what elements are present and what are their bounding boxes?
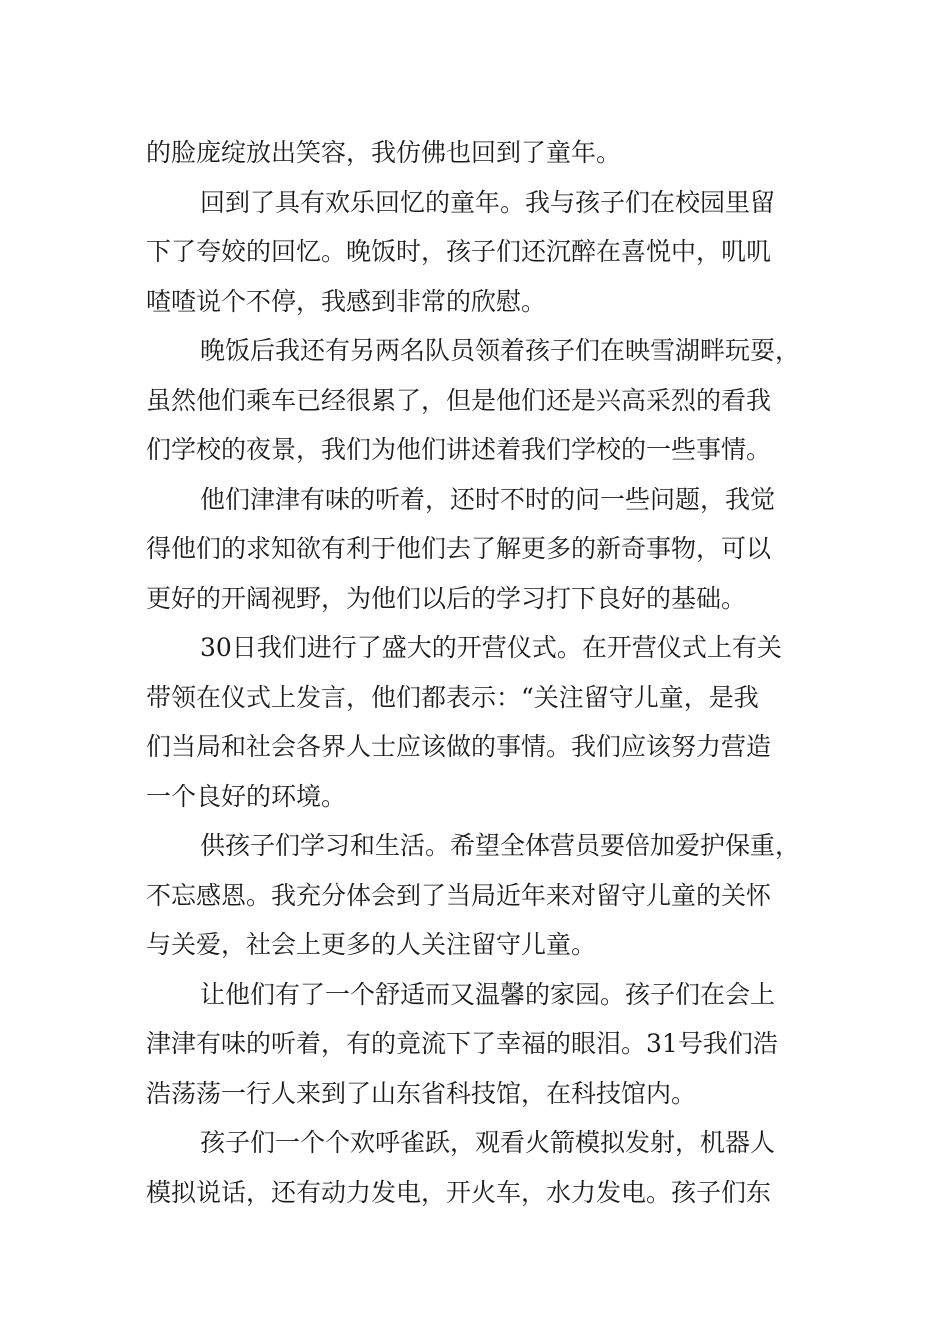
text-line: 更好的开阔视野，为他们以后的学习打下良好的基础。 [146, 583, 747, 613]
text-line: 们学校的夜景，我们为他们讲述着我们学校的一些事情。 [146, 435, 772, 464]
paragraph-first-line: 回到了具有欢乐回忆的童年。我与孩子们在校园里留 [200, 187, 776, 217]
text-line: 得他们的求知欲有利于他们去了解更多的新奇事物，可以 [146, 534, 772, 563]
text-line: 模拟说话，还有动力发电，开火车，水力发电。孩子们东 [146, 1177, 772, 1207]
paragraph-first-line: 孩子们一个个欢呼雀跃，观看火箭模拟发射，机器人 [200, 1128, 776, 1157]
paragraph-first-line: 让他们有了一个舒适而又温馨的家园。孩子们在会上 [200, 979, 776, 1009]
text-line: 浩荡荡一行人来到了山东省科技馆，在科技馆内。 [146, 1078, 697, 1108]
text-line: 一个良好的环境。 [146, 781, 347, 811]
text-line: 的脸庞绽放出笑容，我仿佛也回到了童年。 [146, 138, 622, 167]
body-text [146, 128, 806, 1217]
paragraph-first-line: 供孩子们学习和生活。希望全体营员要倍加爱护保重， [200, 831, 801, 860]
text-line: 与关爱，社会上更多的人关注留守儿童。 [146, 930, 597, 959]
paragraph-first-line: 30日我们进行了盛大的开营仪式。在开营仪式上有关 [200, 633, 782, 662]
text-line: 喳喳说个不停，我感到非常的欣慰。 [146, 286, 547, 316]
text-line: 带领在仪式上发言，他们都表示：“关注留守儿童，是我 [146, 682, 759, 712]
paragraph-first-line: 他们津津有味的听着，还时不时的问一些问题，我觉 [200, 484, 776, 514]
text-line: 们当局和社会各界人士应该做的事情。我们应该努力营造 [146, 732, 772, 761]
text-line: 不忘感恩。我充分体会到了当局近年来对留守儿童的关怀 [146, 880, 772, 910]
text-line: 下了夸姣的回忆。晚饭时，孩子们还沉醉在喜悦中，叽叽 [146, 237, 772, 266]
text-line: 津津有味的听着，有的竟流下了幸福的眼泪。31号我们浩 [146, 1029, 778, 1058]
paragraph-first-line: 晚饭后我还有另两名队员领着孩子们在映雪湖畔玩耍， [200, 336, 801, 365]
text-line: 虽然他们乘车已经很累了，但是他们还是兴高采烈的看我 [146, 385, 772, 415]
